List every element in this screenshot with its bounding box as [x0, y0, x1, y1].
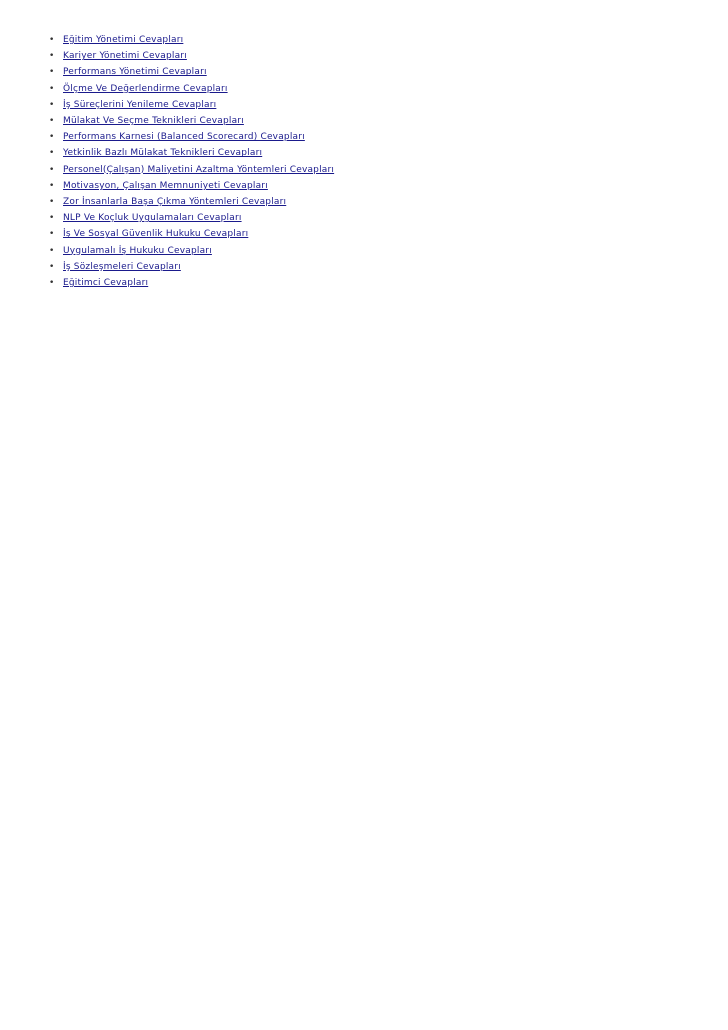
list-item [49, 178, 334, 194]
list-item [49, 113, 334, 129]
bullet-icon: • [49, 164, 55, 175]
link-yetkinlik-bazli[interactable]: Yetkinlik Bazlı Mülakat Teknikleri Cevapları [63, 148, 263, 159]
list-item [49, 226, 334, 242]
link-uygulamali-is-hukuku[interactable]: Uygulamalı İş Hukuku Cevapları [63, 245, 212, 256]
link-egitimci[interactable]: Eğitimci Cevapları [63, 277, 149, 288]
bullet-icon: • [49, 196, 55, 207]
link-kariyer-yonetimi[interactable]: Kariyer Yönetimi Cevapları [63, 51, 187, 62]
link-is-sozlesmeleri[interactable]: İş Sözleşmeleri Cevapları [63, 261, 181, 272]
bullet-icon: • [49, 180, 55, 191]
list-item [49, 64, 334, 80]
list-item [49, 242, 334, 258]
link-mulakat-secme[interactable]: Mülakat Ve Seçme Teknikleri Cevapları [63, 116, 244, 127]
link-performans-yonetimi[interactable]: Performans Yönetimi Cevapları [63, 67, 207, 78]
link-motivasyon[interactable]: Motivasyon, Çalışan Memnuniyeti Cevapları [63, 180, 268, 191]
list-item [49, 145, 334, 161]
list-item [49, 275, 334, 291]
bullet-icon: • [49, 245, 55, 256]
list-item [49, 194, 334, 210]
link-list [49, 32, 334, 291]
list-item [49, 81, 334, 97]
list-item [49, 32, 334, 48]
bullet-icon: • [49, 35, 55, 46]
bullet-icon: • [49, 67, 55, 78]
bullet-icon: • [49, 116, 55, 127]
bullet-icon: • [49, 51, 55, 62]
link-zor-insanlar[interactable]: Zor İnsanlarla Başa Çıkma Yöntemleri Cevapları [63, 196, 287, 207]
link-is-surecleri[interactable]: İş Süreçlerini Yenileme Cevapları [63, 99, 217, 110]
list-item [49, 129, 334, 145]
link-personel-maliyeti[interactable]: Personel(Çalışan) Maliyetini Azaltma Yöntemleri Cevapları [63, 164, 335, 175]
link-egitim-yonetimi[interactable]: Eğitim Yönetimi Cevapları [63, 35, 184, 46]
bullet-icon: • [49, 132, 55, 143]
bullet-icon: • [49, 261, 55, 272]
bullet-icon: • [49, 229, 55, 240]
bullet-icon: • [49, 277, 55, 288]
bullet-icon: • [49, 83, 55, 94]
link-performans-karnesi[interactable]: Performans Karnesi (Balanced Scorecard) Cevapları [63, 132, 305, 143]
bullet-icon: • [49, 148, 55, 159]
list-item [49, 48, 334, 64]
link-olcme-degerlendirme[interactable]: Ölçme Ve Değerlendirme Cevapları [63, 83, 228, 94]
list-item [49, 97, 334, 113]
bullet-icon: • [49, 213, 55, 224]
link-nlp-kocluk[interactable]: NLP Ve Koçluk Uygulamaları Cevapları [63, 213, 242, 224]
list-item [49, 162, 334, 178]
list-item [49, 259, 334, 275]
list-item [49, 210, 334, 226]
link-is-sosyal-guvenlik[interactable]: İş Ve Sosyal Güvenlik Hukuku Cevapları [63, 229, 249, 240]
bullet-icon: • [49, 99, 55, 110]
